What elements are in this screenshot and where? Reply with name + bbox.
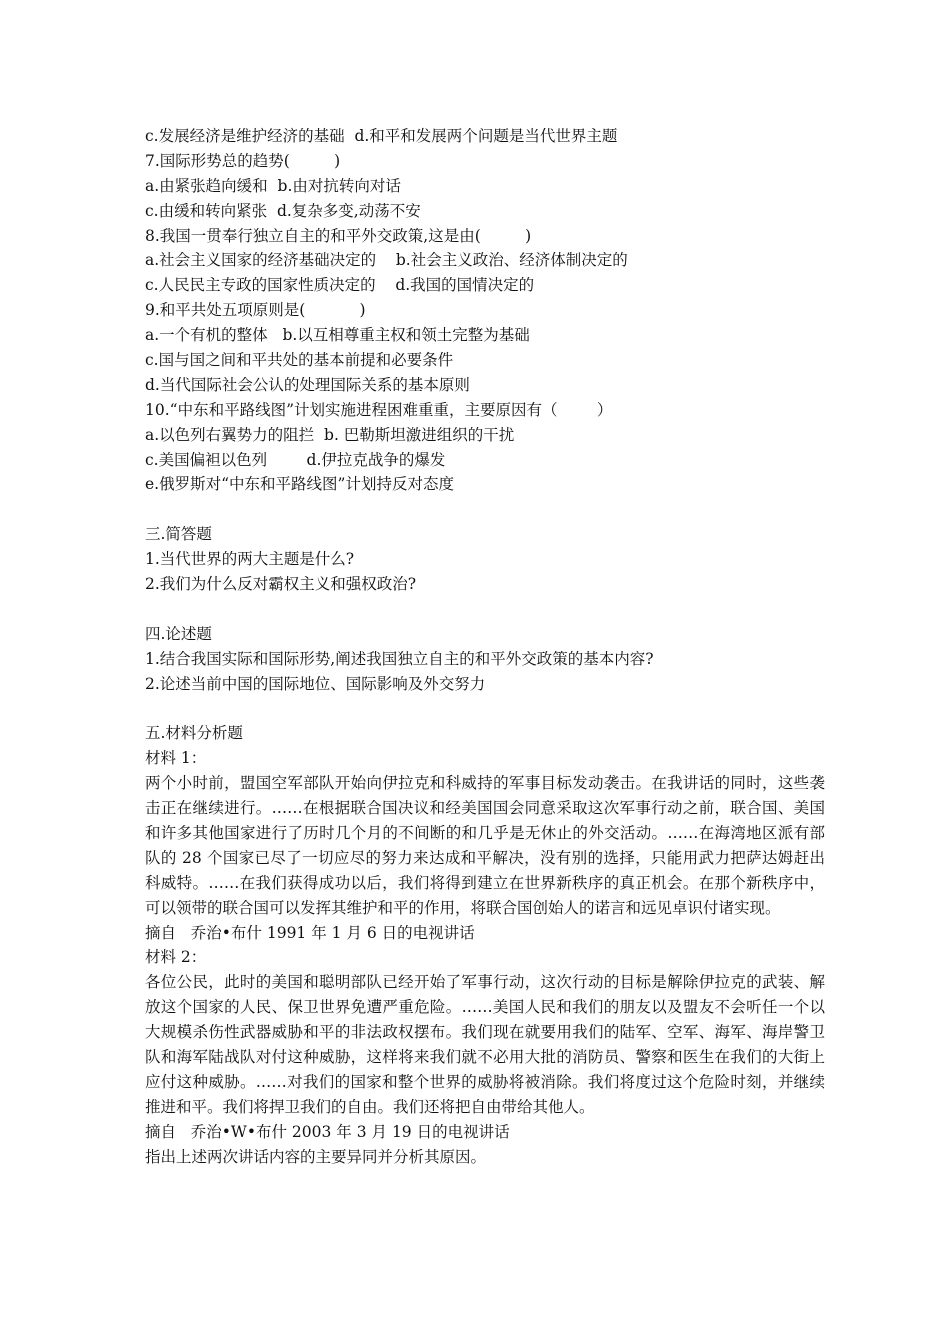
document-page <box>145 124 825 1170</box>
section5-title: 五.材料分析题 <box>145 724 243 743</box>
q6-options-cd: c.发展经济是维护经济的基础 d.和平和发展两个问题是当代世界主题 <box>145 127 618 145</box>
q7-stem: 7.国际形势总的趋势( ) <box>145 151 341 170</box>
q10-option-e: e.俄罗斯对“中东和平路线图”计划持反对态度 <box>145 475 454 494</box>
q9-option-c: c.国与国之间和平共处的基本前提和必要条件 <box>145 351 454 370</box>
q7-options-ab: a.由紧张趋向缓和 b.由对抗转向对话 <box>145 176 401 195</box>
material2-source: 摘自 乔治•W•布什 2003 年 3 月 19 日的电视讲话 <box>145 1122 510 1141</box>
section3-q1: 1.当代世界的两大主题是什么? <box>145 550 355 569</box>
material1-text: 两个小时前，盟国空军部队开始向伊拉克和科威持的军事目标发动袭击。在我讲话的同时，这些袭击正在继续进行。……在根据联合国决议和经美国国会同意采取这次军事行动之前，联合国、美国和许多其他国家进行了历时几个月的不间断的和几乎是无休止的外交活动。……在海湾地区派有部队的 28 个国家已尽了一切应尽的努力来达成和平解决，没有别的选择，只能用武力把萨达姆赶出科威特。……在我们获得成功以后，我们将得到建立在世界新秩序的真正机会。在那个新秩序中，可以领带的联合国可以发挥其维护和平的作用，将联合国创始人的诺言和远见卓识付诸实现。 <box>145 774 825 917</box>
section4-q1: 1.结合我国实际和国际形势,阐述我国独立自主的和平外交政策的基本内容? <box>145 649 654 668</box>
q9-stem: 9.和平共处五项原则是( ) <box>145 301 366 320</box>
q8-options-cd: c.人民民主专政的国家性质决定的 d.我国的国情决定的 <box>145 276 535 295</box>
q8-stem: 8.我国一贯奉行独立自主的和平外交政策,这是由( ) <box>145 226 532 245</box>
spacer <box>145 696 825 721</box>
section3-q2: 2.我们为什么反对霸权主义和强权政治? <box>145 575 417 594</box>
q7-options-cd: c.由缓和转向紧张 d.复杂多变,动荡不安 <box>145 201 421 220</box>
q8-options-ab: a.社会主义国家的经济基础决定的 b.社会主义政治、经济体制决定的 <box>145 251 628 270</box>
q10-options-ab: a.以色列右翼势力的阻拦 b. 巴勒斯坦激进组织的干扰 <box>145 425 515 444</box>
material1-source: 摘自 乔治•布什 1991 年 1 月 6 日的电视讲话 <box>145 923 475 942</box>
section5-question: 指出上述两次讲话内容的主要异同并分析其原因。 <box>145 1147 487 1166</box>
section4-title: 四.论述题 <box>145 624 212 643</box>
section4-q2: 2.论述当前中国的国际地位、国际影响及外交努力 <box>145 674 486 693</box>
q10-stem: 10.“中东和平路线图”计划实施进程困难重重，主要原因有（ ） <box>145 400 613 419</box>
material2-text: 各位公民，此时的美国和聪明部队已经开始了军事行动，这次行动的目标是解除伊拉克的武装、解放这个国家的人民、保卫世界免遭严重危险。……美国人民和我们的朋友以及盟友不会听任一个以大规模杀伤性武器威胁和平的非法政权摆布。我们现在就要用我们的陆军、空军、海军、海岸警卫队和海军陆战队对付这种威胁，这样将来我们就不必用大批的消防员、警察和医生在我们的大街上应付这种威胁。……对我们的国家和整个世界的威胁将被消除。我们将度过这个危险时刻，并继续推进和平。我们将捍卫我们的自由。我们还将把自由带给其他人。 <box>145 973 825 1116</box>
q10-options-cd: c.美国偏袒以色列 d.伊拉克战争的爆发 <box>145 450 446 469</box>
q9-option-d: d.当代国际社会公认的处理国际关系的基本原则 <box>145 375 470 394</box>
material2-label: 材料 2： <box>145 948 207 967</box>
spacer <box>145 497 825 522</box>
material1-label: 材料 1： <box>145 749 207 768</box>
q9-options-ab: a.一个有机的整体 b.以互相尊重主权和领土完整为基础 <box>145 326 530 345</box>
section3-title: 三.简答题 <box>145 525 212 544</box>
spacer <box>145 597 825 622</box>
